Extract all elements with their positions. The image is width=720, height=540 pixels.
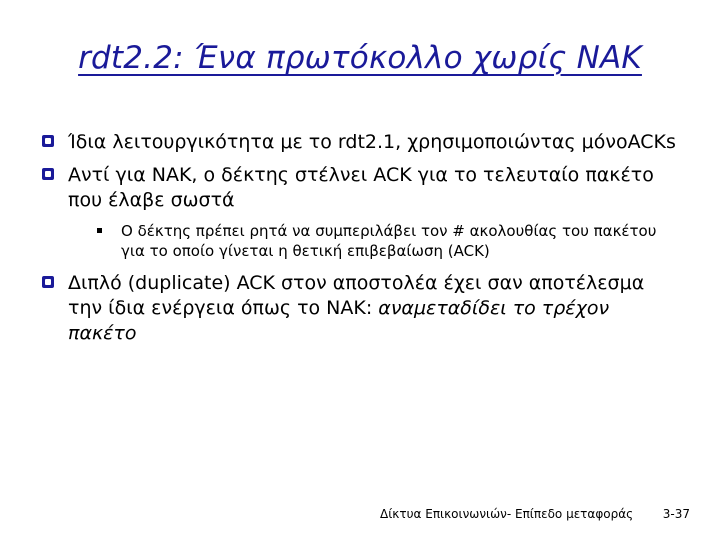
sub-bullet-text: Ο δέκτης πρέπει ρητά να συμπεριλάβει τον # ακολουθίας του πακέτου για το οποίο γίνεται η θετική επιβεβαίωση (ACK) bbox=[121, 222, 657, 260]
slide-content bbox=[42, 130, 682, 354]
bullet-emphasis-text: αναμεταδίδει το τρέχον πακέτο bbox=[68, 297, 610, 344]
bullet-text: Διπλό (duplicate) ACK στον αποστολέα έχει σαν αποτέλεσμα την ίδια ενέργεια όπως το NAK: bbox=[68, 272, 645, 319]
bullet-item bbox=[42, 163, 682, 213]
bullet-text: Αντί για NAK, ο δέκτης στέλνει ACK για το τελευταίο πακέτο που έλαβε σωστά bbox=[68, 164, 654, 211]
bullet-item bbox=[42, 130, 682, 155]
footer-course: Δίκτυα Επικοινωνιών- Επίπεδο μεταφοράς bbox=[380, 507, 634, 521]
bullet-text: Ίδια λειτουργικότητα με το rdt2.1, χρησιμοποιώντας μόνοACKs bbox=[68, 131, 676, 153]
square-bullet-icon bbox=[97, 228, 102, 233]
footer-page-number: 3-37 bbox=[662, 507, 690, 521]
checkbox-bullet-icon bbox=[42, 135, 54, 147]
slide-footer bbox=[380, 507, 690, 521]
sub-bullet-item bbox=[97, 221, 682, 261]
bullet-item bbox=[42, 271, 682, 346]
checkbox-bullet-icon bbox=[42, 276, 54, 288]
slide-title: rdt2.2: Ένα πρωτόκολλο χωρίς NAK bbox=[78, 40, 642, 76]
checkbox-bullet-icon bbox=[42, 168, 54, 180]
